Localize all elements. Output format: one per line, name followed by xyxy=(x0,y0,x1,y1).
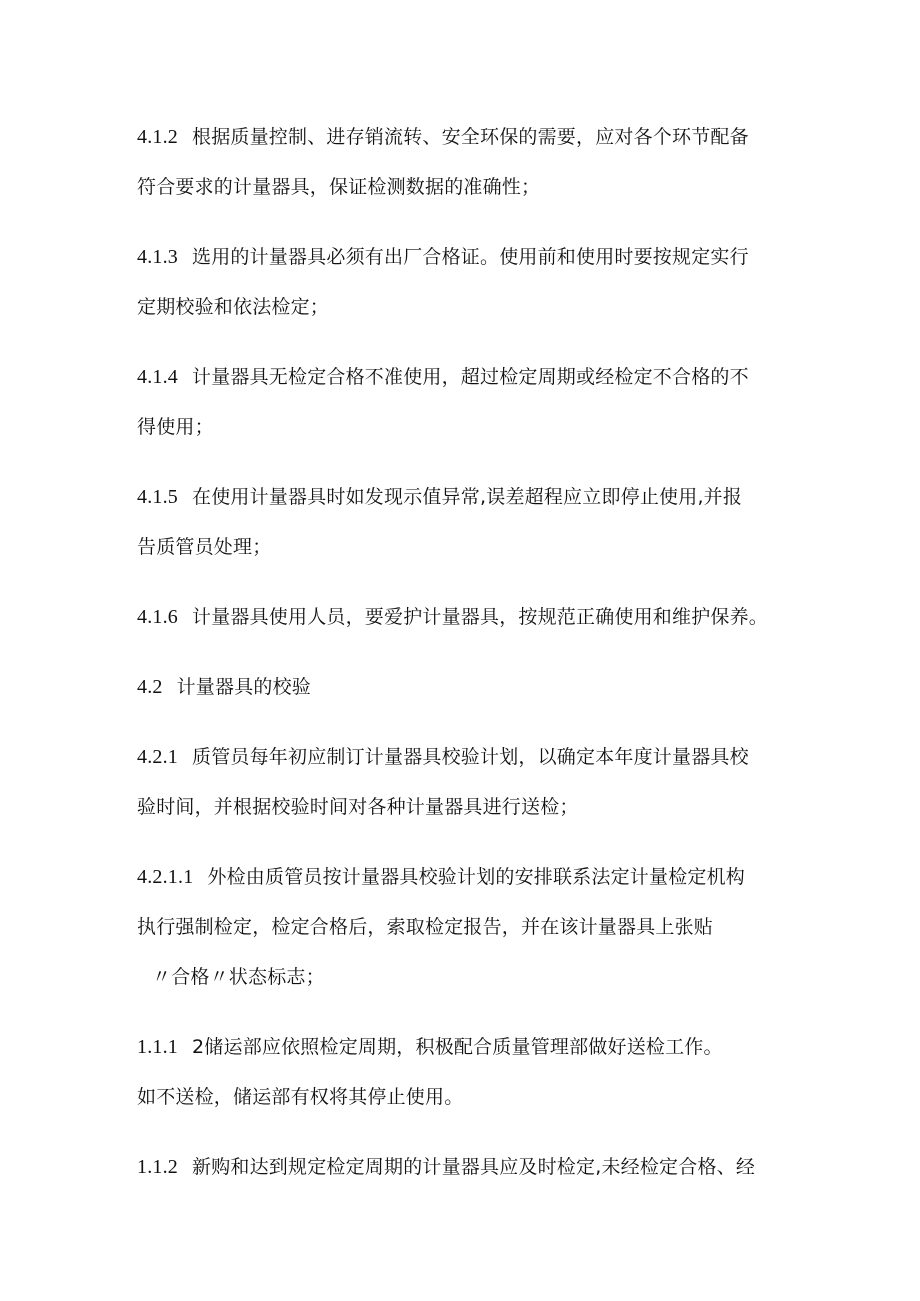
section-number: 4.2.1 xyxy=(137,746,178,768)
section-number: 4.1.5 xyxy=(137,486,178,508)
paragraph-text: 计量器具无检定合格不准使用，超过检定周期或经检定不合格的不 xyxy=(192,366,749,388)
paragraph-text: 2储运部应依照检定周期，积极配合质量管理部做好送检工作。 xyxy=(192,1036,723,1058)
paragraph-4-1-4-line-2 xyxy=(137,414,797,440)
paragraph-4-1-2-line-2 xyxy=(137,174,797,200)
paragraph-text: 外检由质管员按计量器具校验计划的安排联系法定计量检定机构 xyxy=(207,866,746,888)
paragraph-text: 定期校验和依法检定； xyxy=(137,296,330,318)
paragraph-4-2-1-1-line-1 xyxy=(137,864,797,890)
paragraph-text: 在使用计量器具时如发现示值异常,误差超程应立即停止使用,并报 xyxy=(192,486,743,508)
paragraph-4-1-6-line-1 xyxy=(137,604,797,630)
paragraph-4-1-3-line-1 xyxy=(137,244,797,270)
paragraph-4-2-1-line-1 xyxy=(137,744,797,770)
paragraph-4-1-2-line-1 xyxy=(137,124,797,150)
paragraph-4-2-1-1-line-2 xyxy=(137,914,797,940)
paragraph-text: 根据质量控制、进存销流转、安全环保的需要，应对各个环节配备 xyxy=(192,126,749,148)
section-number: 4.2 xyxy=(137,676,163,698)
section-number: 4.2.1.1 xyxy=(137,866,194,888)
paragraph-1-1-1-line-2 xyxy=(137,1084,797,1110)
paragraph-text: 验时间，并根据校验时间对各种计量器具进行送检； xyxy=(137,796,579,818)
section-number: 4.1.3 xyxy=(137,246,178,268)
paragraph-1-1-1-line-1 xyxy=(137,1034,797,1060)
paragraph-text: 质管员每年初应制订计量器具校验计划，以确定本年度计量器具校 xyxy=(192,746,749,768)
paragraph-text: 计量器具使用人员，要爱护计量器具，按规范正确使用和维护保养。 xyxy=(192,606,769,628)
section-number: 1.1.2 xyxy=(137,1156,178,1178)
paragraph-4-1-3-line-2 xyxy=(137,294,797,320)
section-number: 4.1.4 xyxy=(137,366,178,388)
section-number: 4.1.2 xyxy=(137,126,178,148)
paragraph-text: 得使用； xyxy=(137,416,214,438)
paragraph-text: 执行强制检定，检定合格后，索取检定报告，并在该计量器具上张贴 xyxy=(137,916,714,938)
paragraph-1-1-2-line-1 xyxy=(137,1154,797,1180)
paragraph-4-1-5-line-1 xyxy=(137,484,797,510)
paragraph-text: 新购和达到规定检定周期的计量器具应及时检定,未经检定合格、经 xyxy=(192,1156,756,1178)
paragraph-text: 符合要求的计量器具，保证检测数据的准确性； xyxy=(137,176,541,198)
section-heading-4-2 xyxy=(137,674,797,700)
paragraph-4-2-1-1-line-3 xyxy=(152,964,812,990)
paragraph-text: 如不送检，储运部有权将其停止使用。 xyxy=(137,1086,464,1108)
paragraph-text: 告质管员处理； xyxy=(137,536,272,558)
paragraph-text: 〃合格〃状态标志； xyxy=(152,966,325,988)
paragraph-text: 选用的计量器具必须有出厂合格证。使用前和使用时要按规定实行 xyxy=(192,246,749,268)
paragraph-4-2-1-line-2 xyxy=(137,794,797,820)
paragraph-4-1-5-line-2 xyxy=(137,534,797,560)
section-number: 1.1.1 xyxy=(137,1036,178,1058)
paragraph-4-1-4-line-1 xyxy=(137,364,797,390)
section-number: 4.1.6 xyxy=(137,606,178,628)
section-heading-text: 计量器具的校验 xyxy=(176,676,312,698)
